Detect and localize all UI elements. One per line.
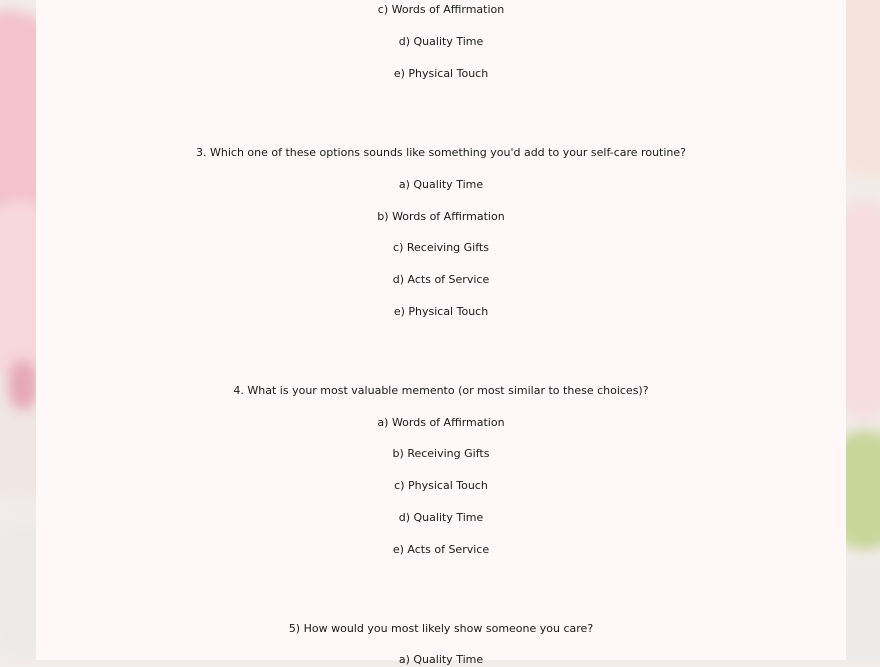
q4-option-d: d) Quality Time	[398, 511, 484, 524]
q4-option-e: e) Acts of Service	[392, 543, 490, 556]
quiz-document-page	[36, 0, 846, 666]
q3-option-d: d) Acts of Service	[392, 273, 490, 286]
q2-option-c: c) Words of Affirmation	[377, 3, 505, 16]
q5-option-a: a) Quality Time	[398, 653, 484, 666]
q4-option-b: b) Receiving Gifts	[392, 447, 490, 460]
q3-option-b: b) Words of Affirmation	[377, 210, 505, 223]
q4-question: 4. What is your most valuable memento (or most similar to these choices)?	[233, 384, 649, 397]
q3-option-a: a) Quality Time	[398, 178, 484, 191]
q4-option-a: a) Words of Affirmation	[377, 416, 505, 429]
q4-option-c: c) Physical Touch	[394, 479, 488, 492]
q3-question: 3. Which one of these options sounds like something you'd add to your self-care routine?	[196, 146, 686, 159]
q2-option-e: e) Physical Touch	[393, 67, 489, 80]
q3-option-e: e) Physical Touch	[393, 305, 489, 318]
pink-petal-decoration	[8, 360, 38, 410]
q2-option-d: d) Quality Time	[398, 35, 484, 48]
q5-question: 5) How would you most likely show someone you care?	[288, 622, 594, 635]
q3-option-c: c) Receiving Gifts	[393, 241, 489, 254]
